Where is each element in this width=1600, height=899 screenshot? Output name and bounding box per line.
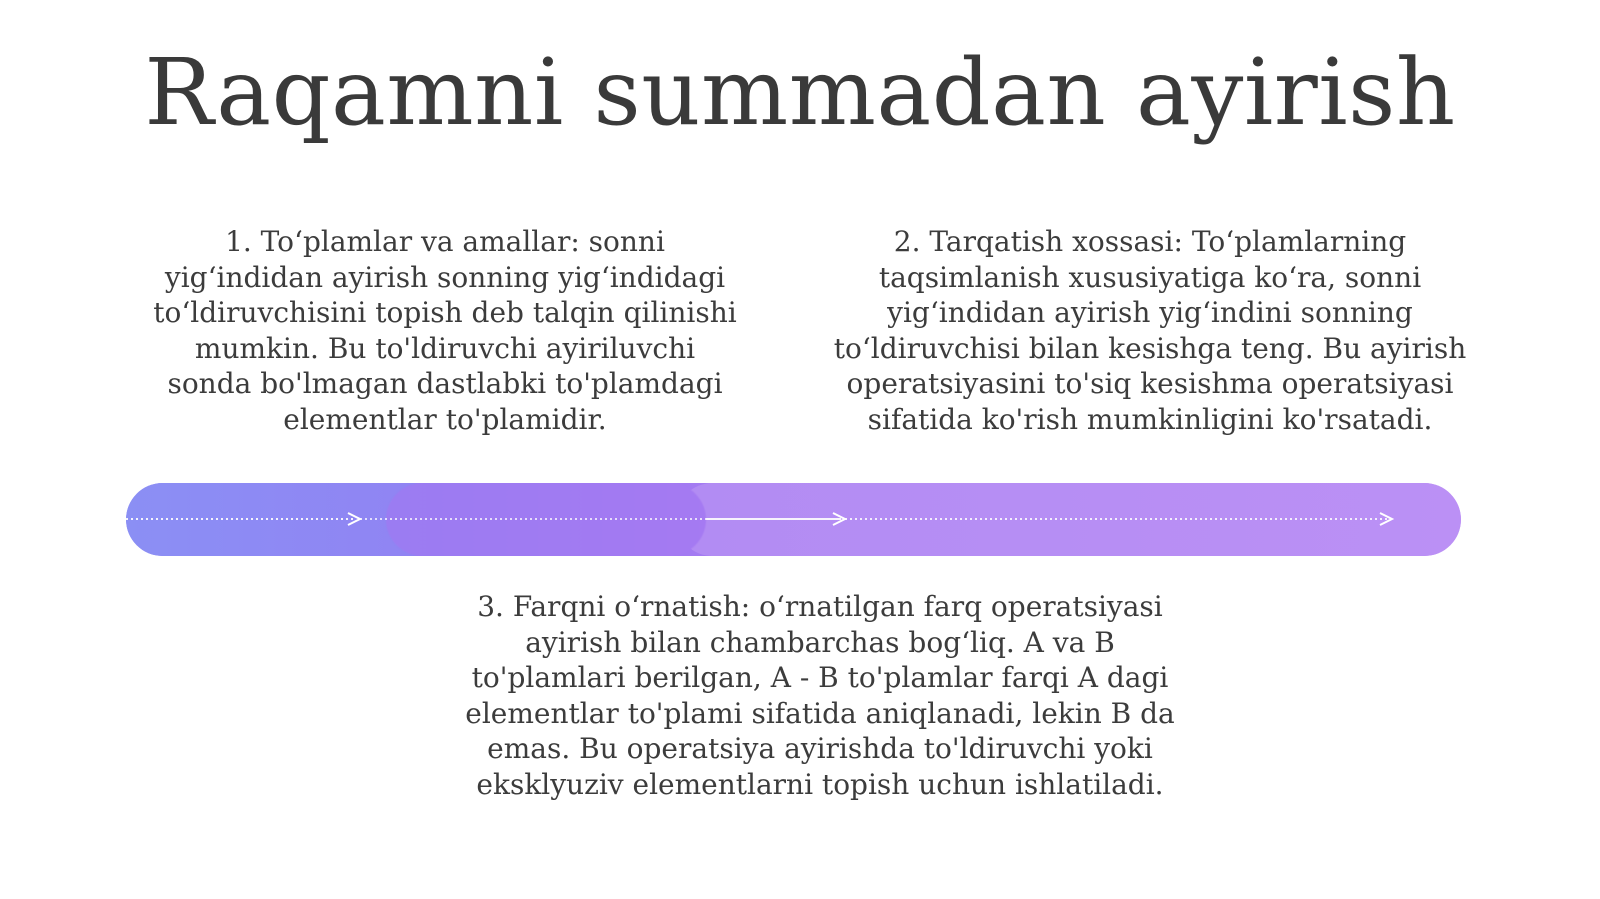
- page-title: Raqamni summadan ayirish: [144, 39, 1456, 146]
- item-1-text: 1. To‘plamlar va amallar: sonni yig‘indidan ayirish sonning yig‘indidagi to‘ldiruvchisini topish deb talqin qilinishi mumkin. Bu to'ldiruvchi ayiriluvchi sonda bo'lmagan dastlabki to'plamdagi elementlar to'plamidir.: [153, 225, 737, 436]
- item-3-text: 3. Farqni o‘rnatish: o‘rnatilgan farq operatsiyasi ayirish bilan chambarchas bog‘liq. A va B to'plamlari berilgan, A - B to'plamlar farqi A dagi elementlar to'plami sifatida aniqlanadi, lekin B da emas. Bu operatsiya ayirishda to'ldiruvchi yoki eksklyuziv elementlarni topish uchun ishlatiladi.: [465, 590, 1175, 801]
- arrow-1-icon: [348, 513, 360, 525]
- timeline-arrows: [126, 483, 1461, 556]
- timeline-bar: [126, 483, 1461, 556]
- item-2-text: 2. Tarqatish xossasi: To‘plamlarning taqsimlanish xususiyatiga ko‘ra, sonni yig‘indidan ayirish yig‘indini sonning to‘ldiruvchisi bilan kesishga teng. Bu ayirish operatsiyasini to'siq kesishma operatsiyasi sifatida ko'rish mumkinligini ko'rsatadi.: [833, 225, 1467, 436]
